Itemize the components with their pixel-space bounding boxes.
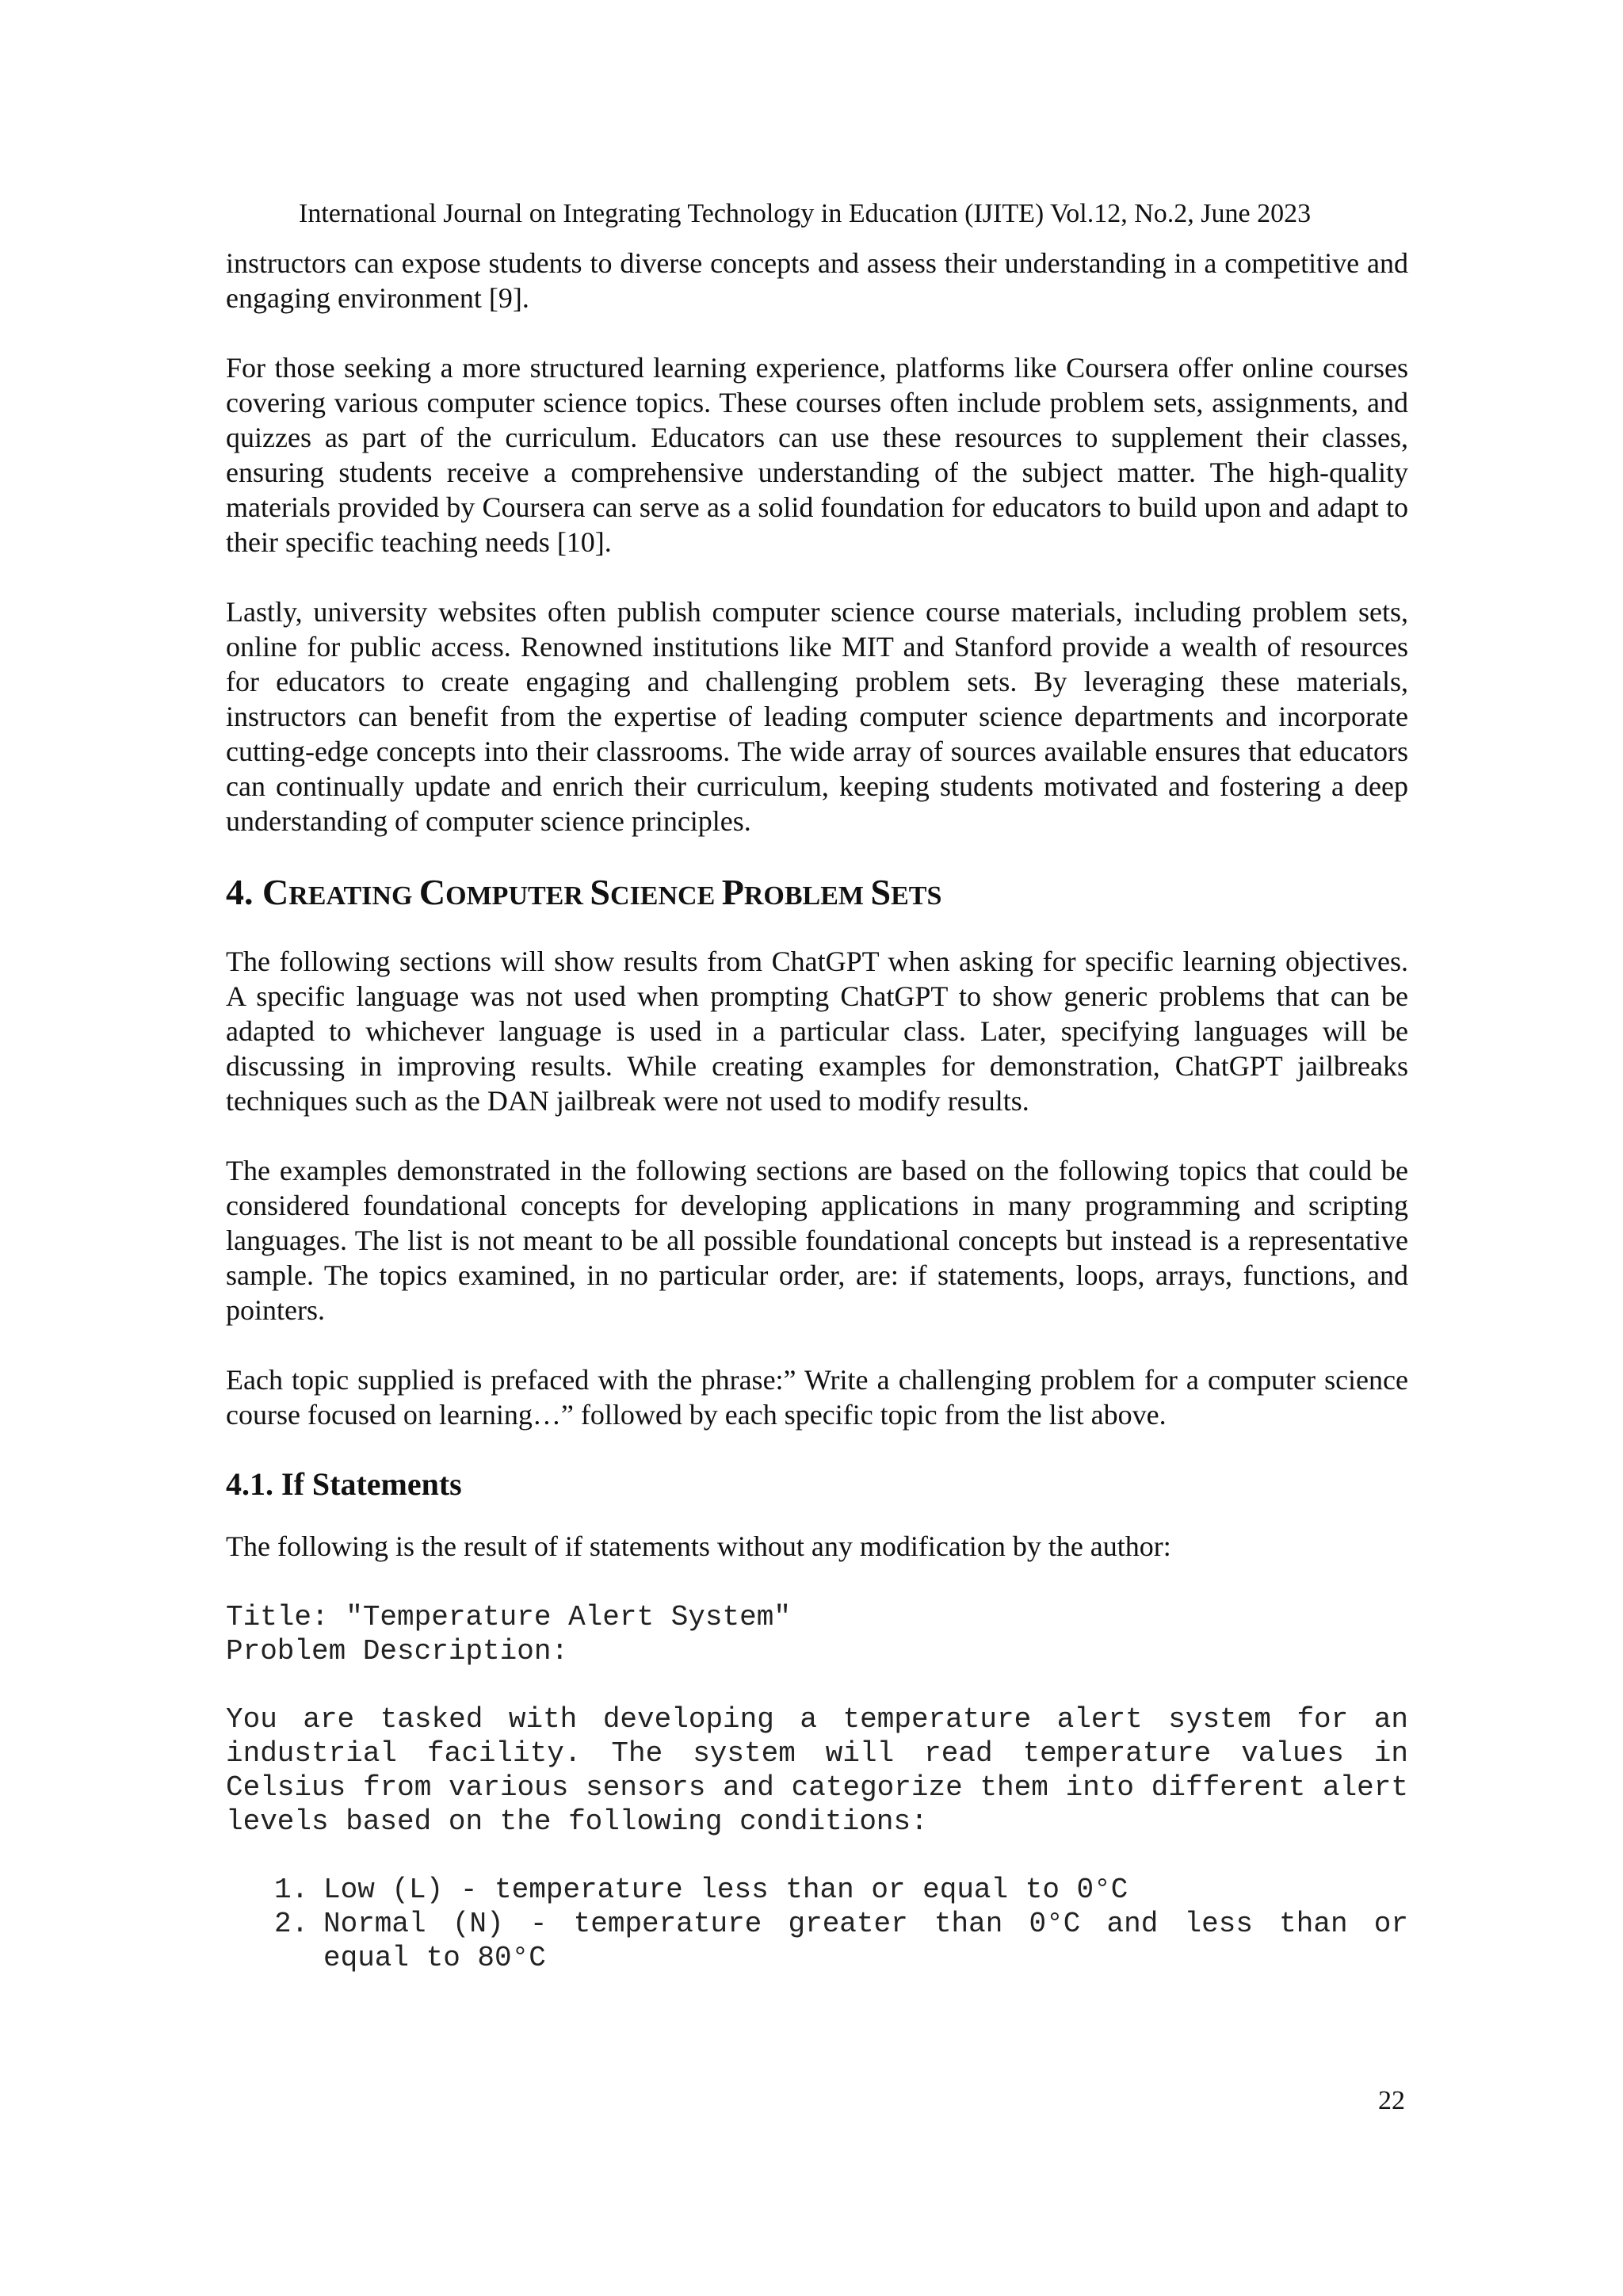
title-part: S [870,872,892,912]
list-item [274,1873,1408,1907]
paragraph-section4-intro: The following sections will show results from ChatGPT when asking for specific learning objectives. A specific language was not used when prompting ChatGPT to show generic problems that can be adapted to whichever language is used in a particular class. Later, specifying languages will be discussing in improving results. While creating examples for demonstration, ChatGPT jailbreaks techniques such as the DAN jailbreak were not used to modify results. [226,946,1408,1117]
title-part: P [721,872,744,912]
page-content [226,246,1426,1975]
paragraph-subsection-intro: The following is the result of if statements without any modification by the author: [226,1530,1171,1562]
title-part: S [590,872,611,912]
paragraph-section4-phrase: Each topic supplied is prefaced with the phrase:” Write a challenging problem for a computer science course focused on learning…” followed by each specific topic from the list above. [226,1364,1408,1431]
title-part: OMPUTER [445,881,590,911]
code-description: You are tasked with developing a temperature alert system for an industrial facility. The system will read temperature values in Celsius from various sensors and categorize them into different alert levels based on the following conditions: [226,1703,1426,1838]
title-part: C [418,872,446,912]
paragraph-coursera: For those seeking a more structured learning experience, platforms like Coursera offer online courses covering various computer science topics. These courses often include problem sets, assignments, and quizzes as part of the curriculum. Educators can use these resources to supplement their classes, ensuring students receive a comprehensive understanding of the subject matter. The high-quality materials provided by Coursera can serve as a solid foundation for educators to build upon and adapt to their specific teaching needs [10]. [226,352,1408,558]
paragraph-section4-topics: The examples demonstrated in the following sections are based on the following topics that could be considered foundational concepts for developing applications in many programming and scripting languages. The list is not meant to be all possible foundational concepts but instead is a representative sample. The topics examined, in no particular order, are: if statements, loops, arrays, functions, and pointers. [226,1155,1408,1326]
subsection-4-1-heading: 4.1. If Statements [226,1466,462,1502]
paragraph-university-websites: Lastly, university websites often publish computer science course materials, including problem sets, online for public access. Renowned institutions like MIT and Stanford provide a wealth of resources for educators to create engaging and challenging problem sets. By leveraging these materials, instructors can benefit from the expertise of leading computer science departments and incorporate cutting-edge concepts into their classrooms. The wide array of sources available ensures that educators can continually update and enrich their curriculum, keeping students motivated and fostering a deep understanding of computer science principles. [226,596,1408,837]
code-title-line: Title: "Temperature Alert System" [226,1601,791,1633]
list-item-text: Low (L) - temperature less than or equal to 0°C [323,1874,1128,1906]
list-item [274,1907,1408,1975]
paragraph-continuation: instructors can expose students to diverse concepts and assess their understanding in a competitive and engaging environment [9]. [226,247,1408,314]
running-header: International Journal on Integrating Technology in Education (IJITE) Vol.12, No.2, June 2023 [299,199,1312,228]
title-part: ROBLEM [743,881,871,911]
page-number: 22 [1378,2086,1405,2115]
section-number: 4. [226,872,254,912]
code-problem-label: Problem Description: [226,1635,569,1668]
list-item-number: 1. [274,1874,309,1906]
list-item-text: Normal (N) - temperature greater than 0°C and less than or equal to 80°C [323,1908,1408,1974]
title-part: ETS [891,881,942,911]
title-part: REATING [288,881,419,911]
title-part: CIENCE [610,881,722,911]
section-4-heading [226,870,1408,919]
alert-levels-list [226,1873,1408,1975]
list-item-number: 2. [274,1908,309,1940]
code-block [226,1600,1408,1668]
title-part: C [262,872,289,912]
